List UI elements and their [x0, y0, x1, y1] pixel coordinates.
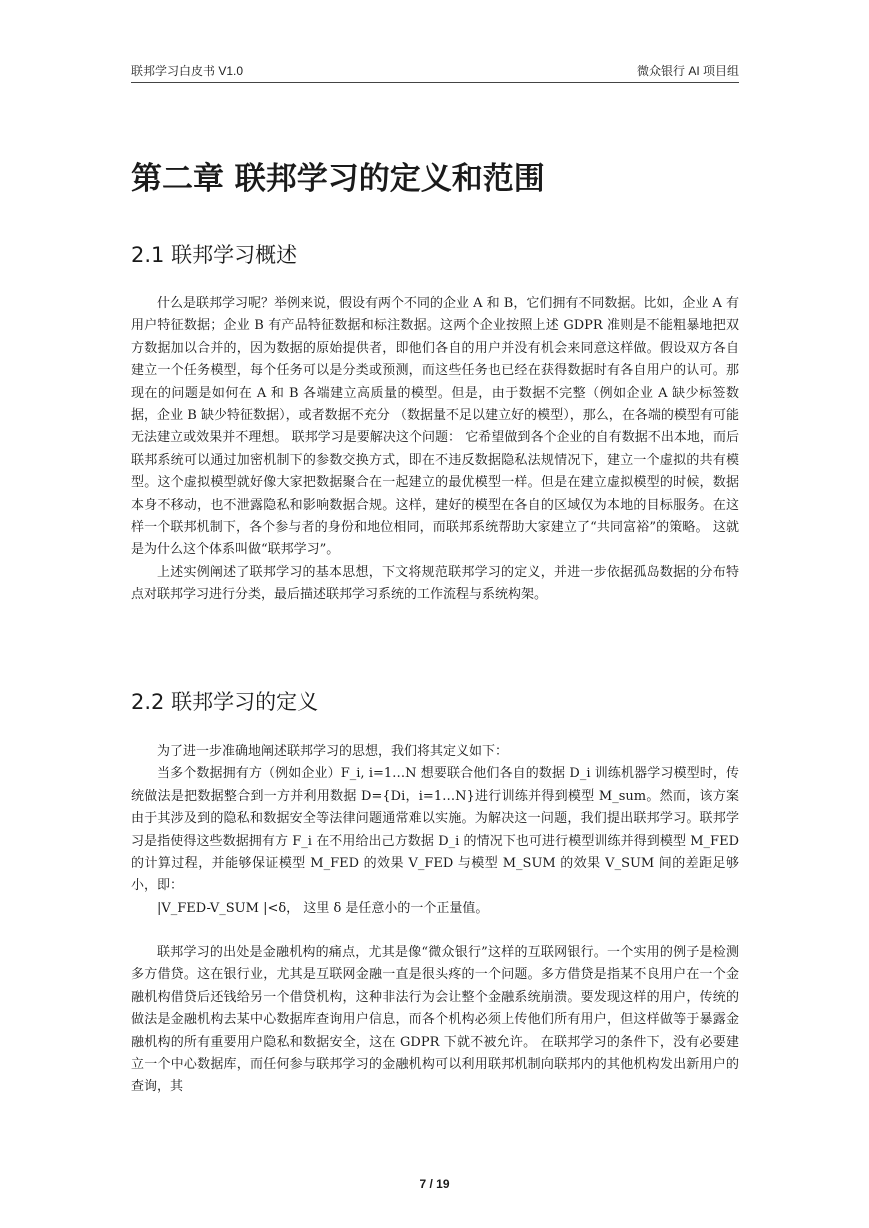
- paragraph: 为了进一步准确地阐述联邦学习的思想，我们将其定义如下：: [157, 744, 509, 759]
- header-organization: 微众银行 AI 项目组: [636, 64, 739, 78]
- chapter-title: 第二章 联邦学习的定义和范围: [131, 161, 545, 197]
- header-doc-title: 联邦学习白皮书 V1.0: [131, 64, 244, 78]
- section-title-overview: 2.1 联邦学习概述: [131, 243, 298, 267]
- section-definition-body: [131, 741, 739, 920]
- paragraph: 什么是联邦学习呢？举例来说，假设有两个不同的企业 A 和 B，它们拥有不同数据。比如，企业 A 有用户特征数据；企业 B 有产品特征数据和标注数据。这两个企业按照上述 GDPR 准则是不能粗暴地把双方数据加以合并的，因为数据的原始提供者，即他们各自的用户并没有机会来同意这样做。假设双方各自建立一个任务模型，每个任务可以是分类或预测，而这些任务也已经在获得数据时有各自用户的认可。那现在的问题是如何在 A 和 B 各端建立高质量的模型。但是，由于数据不完整（例如企业 A 缺少标签数据，企业 B 缺少特征数据），或者数据不充分 （数据量不足以建立好的模型），那么，在各端的模型有可能无法建立或效果并不理想。 联邦学习是要解决这个问题： 它希望做到各个企业的自有数据不出本地，而后联邦系统可以通过加密机制下的参数交换方式，即在不违反数据隐私法规情况下，建立一个虚拟的共有模型。这个虚拟模型就好像大家把数据聚合在一起建立的最优模型一样。但是在建立虚拟模型的时候，数据本身不移动，也不泄露隐私和影响数据合规。这样，建好的模型在各自的区域仅为本地的目标服务。在这样一个联邦机制下，各个参与者的身份和地位相同，而联邦系统帮助大家建立了“共同富裕”的策略。 这就是为什么这个体系叫做“联邦学习”。: [131, 296, 739, 558]
- paragraph: 当多个数据拥有方（例如企业）F_i, i=1…N 想要联合他们各自的数据 D_i 训练机器学习模型时，传统做法是把数据整合到一方并利用数据 D={Di，i=1…N}进行训练并得到模型 M_sum。然而，该方案由于其涉及到的隐私和数据安全等法律问题通常难以实施。为解决这一问题，我们提出联邦学习。联邦学习是指使得这些数据拥有方 F_i 在不用给出己方数据 D_i 的情况下也可进行模型训练并得到模型 M_FED 的计算过程，并能够保证模型 M_FED 的效果 V_FED 与模型 M_SUM 的效果 V_SUM 间的差距足够小，即：: [131, 766, 739, 894]
- section-definition-continued: [131, 942, 739, 1099]
- paragraph: 联邦学习的出处是金融机构的痛点，尤其是像“微众银行”这样的互联网银行。一个实用的例子是检测多方借贷。这在银行业，尤其是互联网金融一直是很头疼的一个问题。多方借贷是指某不良用户在一个金融机构借贷后还钱给另一个借贷机构，这种非法行为会让整个金融系统崩溃。要发现这样的用户，传统的做法是金融机构去某中心数据库查询用户信息，而各个机构必须上传他们所有用户，但这样做等于暴露金融机构的所有重要用户隐私和数据安全，这在 GDPR 下就不被允许。 在联邦学习的条件下，没有必要建立一个中心数据库，而任何参与联邦学习的金融机构可以利用联邦机制向联邦内的其他机构发出新用户的查询，其: [131, 945, 739, 1095]
- page-header: [131, 58, 739, 83]
- page-number: 7 / 19: [419, 1177, 450, 1191]
- section-title-definition: 2.2 联邦学习的定义: [131, 690, 319, 714]
- section-overview-body: [131, 293, 739, 607]
- formula-line: |V_FED-V_SUM |<δ， 这里 δ 是任意小的一个正量值。: [157, 900, 489, 916]
- paragraph: 上述实例阐述了联邦学习的基本思想，下文将规范联邦学习的定义，并进一步依据孤岛数据的分布特点对联邦学习进行分类，最后描述联邦学习系统的工作流程与系统构架。: [131, 564, 739, 603]
